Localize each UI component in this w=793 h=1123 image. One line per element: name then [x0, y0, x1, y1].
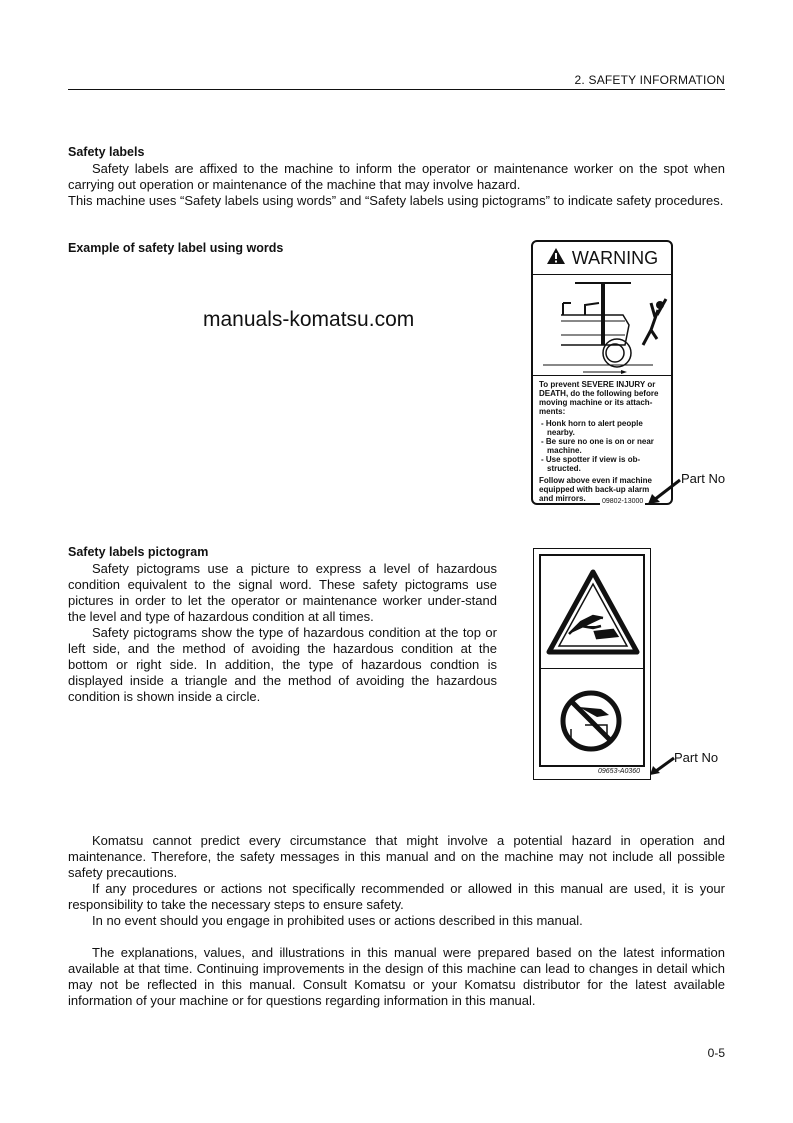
- explanations-paragraph: The explanations, values, and illustrations in this manual were prepared based on the latest information available at that time. Continuing improvements in the design of this machine can lead to changes in detail which may not be reflected in this manual. Consult Komatsu or your Komatsu distributor for the latest available information of your machine or for questions regarding information in this manual.: [68, 945, 725, 1008]
- explanations-section: [68, 945, 725, 1009]
- warning-footer: Follow above even if machine equipped with back-up alarm and mirrors.: [539, 476, 652, 503]
- part-no-callout: Part No: [681, 471, 726, 486]
- warning-label-figure: [531, 240, 673, 505]
- warning-bullet: - Honk horn to alert people nearby.: [547, 419, 665, 437]
- safety-labels-paragraph-2: This machine uses “Safety labels using words” and “Safety labels using pictograms” to indicate safety procedures.: [68, 193, 724, 208]
- pictogram-part-number: 09653-A0360: [598, 768, 641, 775]
- example-words-heading: Example of safety label using words: [68, 241, 284, 255]
- safety-labels-paragraph-1: Safety labels are affixed to the machine to inform the operator or maintenance worker on the spot when carrying out operation or maintenance of the machine that may involve hazard.: [68, 161, 725, 192]
- disclaimer-section: [68, 833, 725, 929]
- pictogram-body: [68, 561, 497, 705]
- watermark: manuals-komatsu.com: [203, 308, 415, 331]
- warning-triangle-icon: [546, 247, 566, 270]
- disclaimer-paragraph-2: If any procedures or actions not specifically recommended or allowed in this manual are used, it is your responsibility to take the necessary steps to ensure safety.: [68, 881, 725, 912]
- hand-crush-hazard-icon: [541, 556, 644, 668]
- warning-bullet: - Be sure no one is on or near machine.: [547, 437, 665, 455]
- avoidance-circle-section: [541, 669, 643, 774]
- pictogram-paragraph-1: Safety pictograms use a picture to express a level of hazardous condition equivalent to the signal word. These safety pictograms use pictures in order to let the operator or maintenance worker under-stand the level and type of hazardous condition at all times.: [68, 561, 497, 624]
- disclaimer-paragraph-1: Komatsu cannot predict every circumstance that might involve a potential hazard in operation and maintenance. Therefore, the safety messages in this manual and on the machine may not include all possible safety precautions.: [68, 833, 725, 880]
- part-no-arrow-icon: [646, 478, 682, 506]
- header-divider: [68, 89, 725, 90]
- safety-labels-body: [68, 161, 725, 209]
- part-no-arrow-icon: [648, 755, 676, 777]
- prohibited-hand-icon: [541, 669, 644, 769]
- hazard-triangle-section: [541, 556, 643, 669]
- section-header: 2. SAFETY INFORMATION: [574, 73, 725, 87]
- warning-intro: To prevent SEVERE INJURY or DEATH, do the following before moving machine or its attach-ments:: [539, 380, 659, 416]
- safety-labels-heading: Safety labels: [68, 145, 145, 159]
- signal-word: WARNING: [571, 247, 659, 268]
- pictogram-heading: Safety labels pictogram: [68, 545, 209, 559]
- part-no-callout: Part No: [674, 750, 719, 765]
- warning-bullets: [539, 419, 665, 473]
- pictogram-paragraph-2: Safety pictograms show the type of hazardous condition at the top or left side, and the method of avoiding the hazardous condition at the bottom or right side. In addition, the type of hazardous condtion is displayed inside a triangle and the method of avoiding the hazardous condition is shown inside a circle.: [68, 625, 497, 704]
- pictogram-label-figure: [533, 548, 651, 780]
- machine-backing-over-person-illustration: [533, 275, 671, 376]
- page-number: 0-5: [707, 1046, 725, 1060]
- warning-label-header: [533, 242, 671, 275]
- warning-label-part-number: 09802-13000: [602, 498, 644, 505]
- disclaimer-paragraph-3: In no event should you engage in prohibited uses or actions described in this manual.: [92, 913, 583, 928]
- warning-bullet: - Use spotter if view is ob-structed.: [547, 455, 665, 473]
